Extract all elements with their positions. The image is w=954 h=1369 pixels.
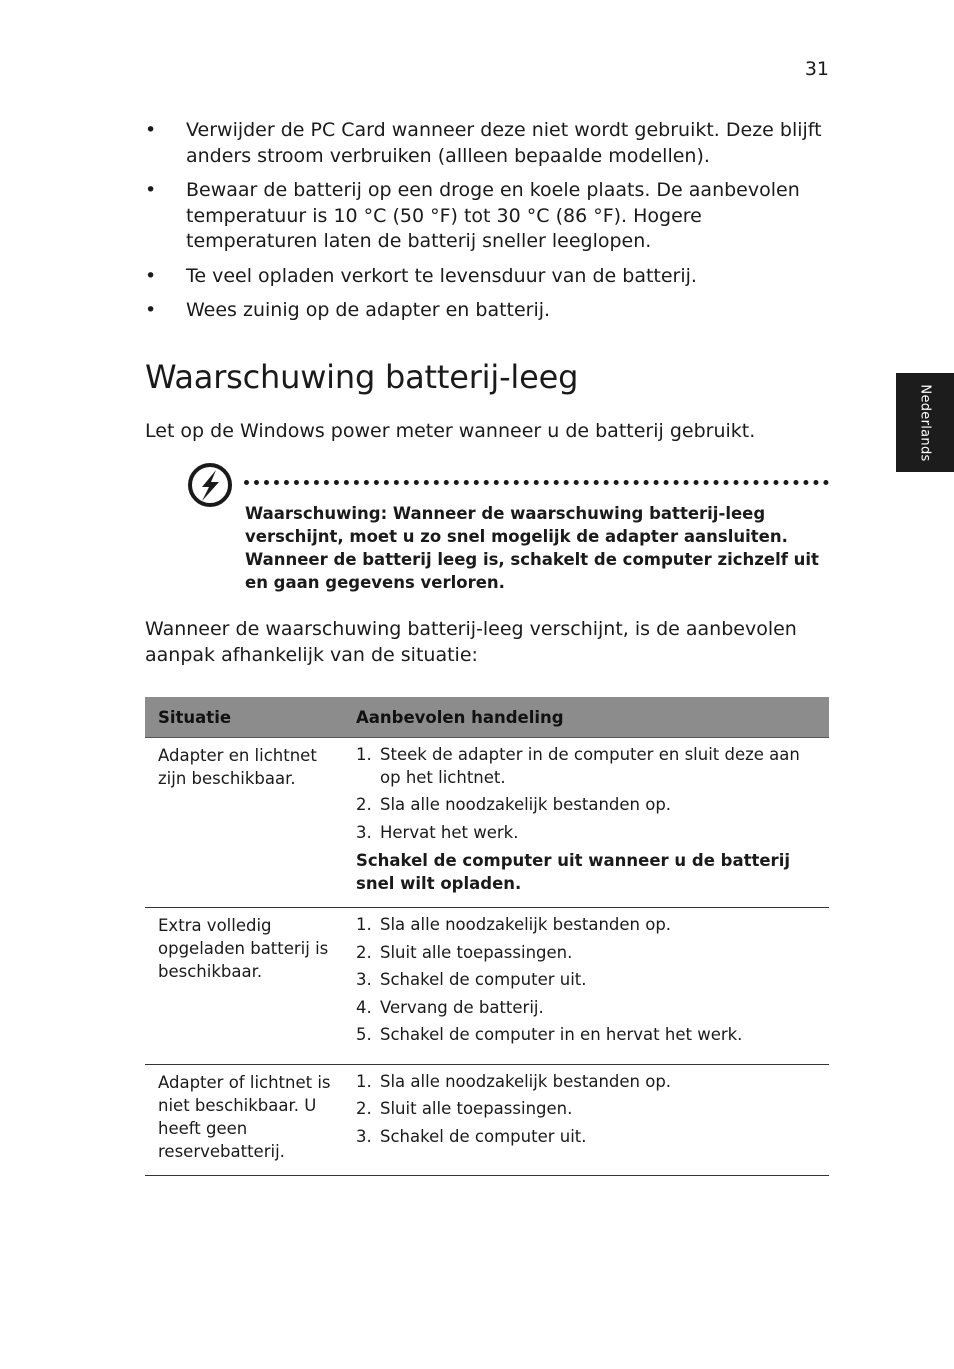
- section-heading: Waarschuwing batterij-leeg: [145, 358, 579, 396]
- step-text: Sla alle noodzakelijk bestanden op.: [380, 915, 672, 934]
- language-tab-label: Nederlands: [917, 383, 933, 462]
- step-text: Sluit alle toepassingen.: [380, 942, 573, 962]
- table-row: [145, 1064, 829, 1175]
- bullet-marker: •: [145, 264, 157, 287]
- step-text: Sluit alle toepassingen.: [380, 1099, 573, 1118]
- action-cell: [342, 1064, 829, 1175]
- lead-paragraph: Wanneer de waarschuwing batterij-leeg verschijnt, is de aanbevolen aanpak afhankelijk van de situatie:: [145, 618, 797, 666]
- situation-cell: Extra volledig opgeladen batterij is beschikbaar.: [145, 908, 342, 1065]
- step-item: [356, 744, 815, 789]
- bullet-marker: •: [145, 119, 157, 141]
- situation-cell: Adapter of lichtnet is niet beschikbaar. U heeft geen reservebatterij.: [145, 1064, 342, 1175]
- step-number: 3.: [356, 970, 372, 989]
- bullet-marker: •: [145, 179, 157, 201]
- column-header-situation: Situatie: [145, 697, 342, 738]
- situation-cell: Adapter en lichtnet zijn beschikbaar.: [145, 738, 342, 908]
- step-item: [356, 969, 815, 992]
- step-item: [356, 1071, 815, 1094]
- recommendation-table: [145, 697, 829, 1176]
- step-text: Steek de adapter in de computer en sluit deze aan op het lichtnet.: [380, 745, 800, 787]
- lightning-warning-icon: [187, 462, 233, 508]
- step-text: Sla alle noodzakelijk bestanden op.: [380, 1071, 672, 1091]
- page-number: 31: [804, 58, 829, 80]
- step-item: [356, 1126, 815, 1149]
- step-item: [356, 822, 815, 845]
- step-number: 1.: [356, 1071, 372, 1091]
- step-number: 1.: [356, 915, 372, 934]
- steps-list: [356, 744, 815, 844]
- intro-paragraph: Let op de Windows power meter wanneer u de batterij gebruikt.: [145, 420, 756, 442]
- step-item: [356, 914, 815, 937]
- step-number: 4.: [356, 997, 372, 1017]
- step-text: Sla alle noodzakelijk bestanden op.: [380, 795, 672, 814]
- list-item: [145, 118, 835, 169]
- step-item: [356, 794, 815, 817]
- step-text: Schakel de computer uit.: [380, 970, 587, 989]
- step-item: [356, 1098, 815, 1121]
- step-text: Schakel de computer in en hervat het werk.: [380, 1025, 743, 1044]
- bullet-marker: •: [145, 299, 157, 321]
- table-row: [145, 908, 829, 1065]
- tips-list: [145, 118, 835, 333]
- step-number: 3.: [356, 822, 372, 842]
- column-header-action: Aanbevolen handeling: [342, 697, 829, 738]
- list-item-text: Wees zuinig op de adapter en batterij.: [186, 299, 551, 321]
- action-note: Schakel de computer uit wanneer u de batterij snel wilt opladen.: [356, 851, 791, 893]
- warning-divider: [244, 480, 829, 485]
- step-number: 2.: [356, 942, 372, 962]
- step-number: 3.: [356, 1126, 372, 1146]
- step-number: 2.: [356, 795, 372, 814]
- list-item: [145, 298, 835, 324]
- step-text: Hervat het werk.: [380, 822, 519, 842]
- table-row: [145, 738, 829, 908]
- step-item: [356, 997, 815, 1020]
- list-item-text: Te veel opladen verkort te levensduur van de batterij.: [186, 264, 697, 287]
- warning-text: Waarschuwing: Wanneer de waarschuwing batterij-leeg verschijnt, moet u zo snel mogelijk de adapter aansluiten. Wanneer de batterij leeg is, schakelt de computer zichzelf uit en gaan gegevens verloren.: [245, 504, 819, 592]
- list-item-text: Bewaar de batterij op een droge en koele plaats. De aanbevolen temperatuur is 10 °C (50 °F) tot 30 °C (86 °F). Hogere temperaturen laten de batterij sneller leeglopen.: [186, 179, 800, 252]
- steps-list: [356, 1071, 815, 1149]
- step-number: 5.: [356, 1025, 372, 1044]
- step-text: Vervang de batterij.: [380, 997, 544, 1017]
- step-text: Schakel de computer uit.: [380, 1126, 587, 1146]
- steps-list: [356, 914, 815, 1047]
- list-item-text: Verwijder de PC Card wanneer deze niet wordt gebruikt. Deze blijft anders stroom verbruiken (allleen bepaalde modellen).: [186, 119, 822, 167]
- step-number: 1.: [356, 745, 372, 764]
- step-number: 2.: [356, 1099, 372, 1118]
- action-cell: [342, 738, 829, 908]
- step-item: [356, 942, 815, 965]
- language-tab: [896, 373, 954, 472]
- step-item: [356, 1024, 815, 1047]
- list-item: [145, 178, 835, 255]
- action-cell: [342, 908, 829, 1065]
- list-item: [145, 264, 835, 290]
- table-header-row: [145, 697, 829, 738]
